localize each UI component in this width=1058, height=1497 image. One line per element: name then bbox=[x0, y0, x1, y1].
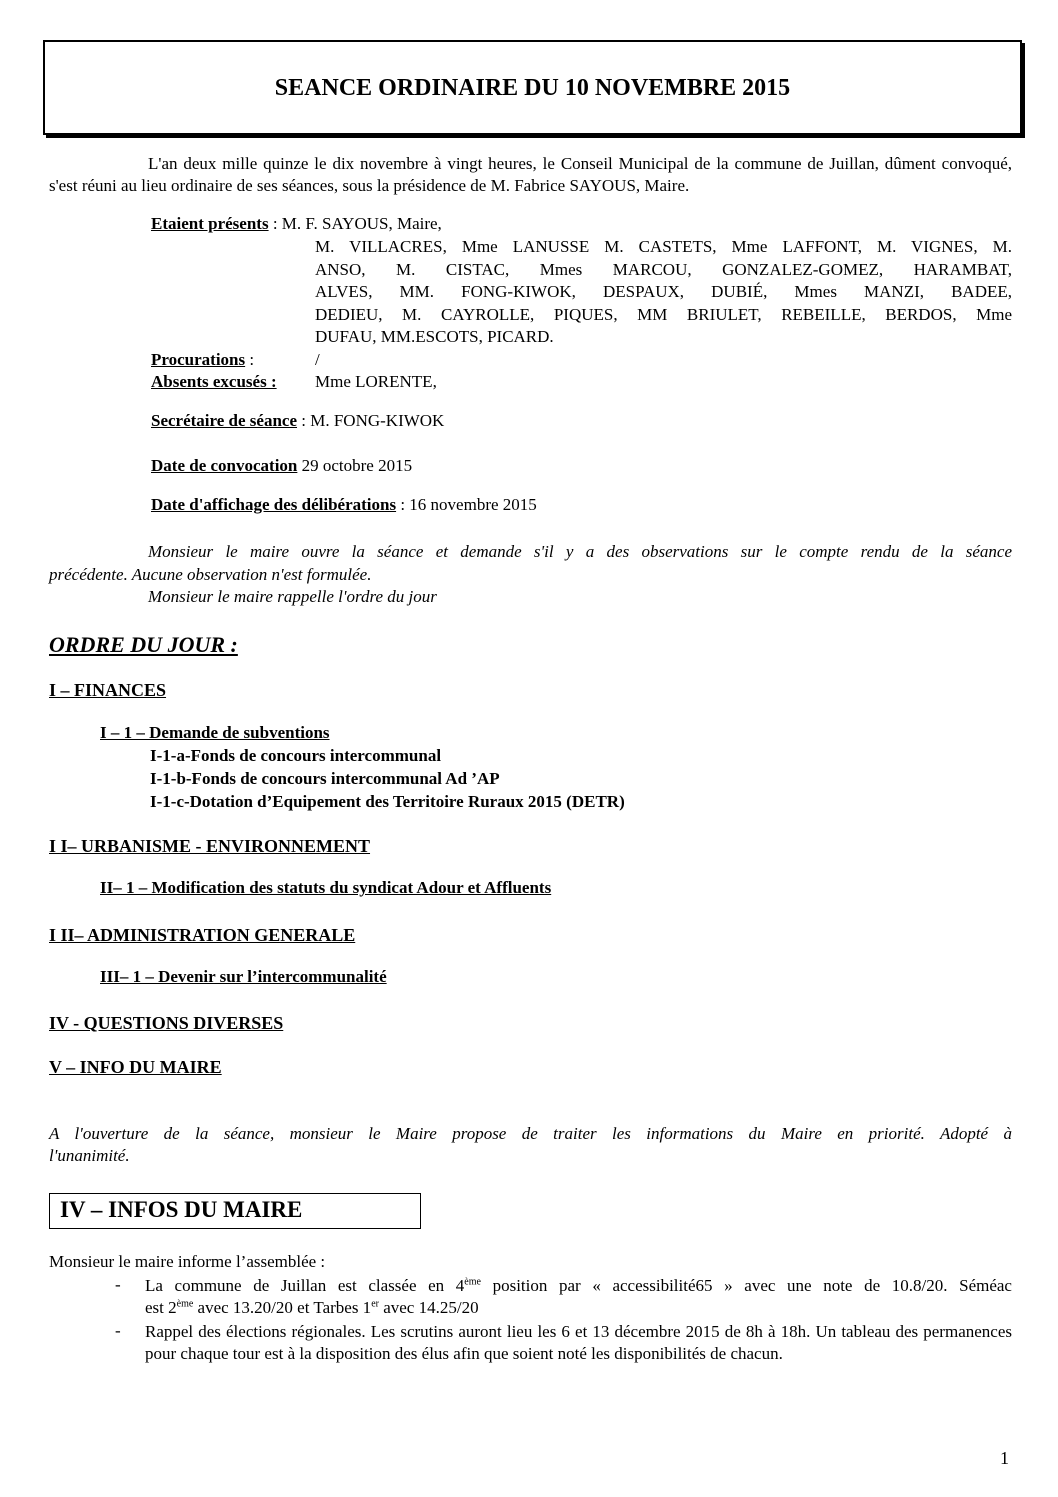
bullet-marker: - bbox=[115, 1275, 121, 1294]
presents-line: DUFAU, MM.ESCOTS, PICARD. bbox=[315, 327, 554, 346]
subsection-demande-subventions: I – 1 – Demande de subventions bbox=[100, 723, 330, 742]
procurations-sep: : bbox=[245, 350, 255, 369]
opening-line-2: précédente. Aucune observation n'est formulée. bbox=[49, 565, 372, 584]
presents-line: ANSO, M. CISTAC, Mmes MARCOU, GONZALEZ-GOMEZ, HARAMBAT, bbox=[315, 259, 1012, 279]
ouverture-line-2: l'unanimité. bbox=[49, 1146, 130, 1165]
page-number: 1 bbox=[1000, 1448, 1009, 1468]
presents-line: ALVES, MM. FONG-KIWOK, DESPAUX, DUBIÉ, Mmes MANZI, BADEE, bbox=[315, 282, 1012, 301]
procurations-value: / bbox=[315, 350, 320, 369]
secretaire-row bbox=[151, 411, 444, 431]
bullet1-sup-b: ème bbox=[176, 1298, 194, 1310]
affichage-row bbox=[151, 495, 537, 515]
bullet1-text-e: avec 14.25/20 bbox=[378, 1298, 479, 1317]
affichage-label: Date d'affichage des délibérations bbox=[151, 495, 397, 514]
section-questions-diverses: IV - QUESTIONS DIVERSES bbox=[49, 1013, 284, 1033]
affichage-value: : 16 novembre 2015 bbox=[396, 495, 537, 514]
ouverture-line-1: A l'ouverture de la séance, monsieur le Maire propose de traiter les informations du Maire en priorité. Adopté à bbox=[49, 1124, 1012, 1143]
convocation-value: 29 octobre 2015 bbox=[297, 456, 413, 475]
bullet1-text-c: est 2 bbox=[145, 1298, 177, 1317]
item-detr: I-1-c-Dotation d’Equipement des Territoire Ruraux 2015 (DETR) bbox=[150, 792, 625, 811]
presents-line: M. VILLACRES, Mme LANUSSE M. CASTETS, Mme LAFFONT, M. VIGNES, M. bbox=[315, 237, 1012, 256]
procurations-label: Procurations bbox=[151, 350, 246, 369]
ordre-rappel: Monsieur le maire rappelle l'ordre du jour bbox=[148, 587, 437, 606]
absents-label: Absents excusés : bbox=[151, 372, 277, 391]
presents-label: Etaient présents bbox=[151, 214, 269, 233]
section-info-maire: V – INFO DU MAIRE bbox=[49, 1057, 222, 1077]
section-administration: I II– ADMINISTRATION GENERALE bbox=[49, 925, 356, 945]
page-title: SEANCE ORDINAIRE DU 10 NOVEMBRE 2015 bbox=[274, 75, 791, 101]
item-fonds-concours-adap: I-1-b-Fonds de concours intercommunal Ad ’AP bbox=[150, 769, 500, 788]
ordre-du-jour-heading: ORDRE DU JOUR : bbox=[49, 632, 238, 657]
intro-paragraph: L'an deux mille quinze le dix novembre à vingt heures, le Conseil Municipal de la commune de Juillan, dûment convoqué, s'est réuni au lieu ordinaire de ses séances, sous la présidence de M. Fabrice SAYOUS, Maire. bbox=[49, 154, 1012, 195]
presents-list bbox=[315, 236, 1012, 349]
presents-first: : M. F. SAYOUS, Maire, bbox=[268, 214, 442, 233]
secretaire-label: Secrétaire de séance bbox=[151, 411, 298, 430]
bullet1-text-d: avec 13.20/20 et Tarbes 1 bbox=[193, 1298, 372, 1317]
subsection-modification-statuts: II– 1 – Modification des statuts du syndicat Adour et Affluents bbox=[100, 878, 552, 897]
bullet1-text-a: La commune de Juillan est classée en 4 bbox=[145, 1276, 465, 1295]
bullet-elections: Rappel des élections régionales. Les scrutins auront lieu les 6 et 13 décembre 2015 de 8h à 18h. Un tableau des permanences pour chaque tour est à la disposition des élus afin que soient noté les disponibilités de chacun. bbox=[145, 1322, 1012, 1363]
presents-line: DEDIEU, M. CAYROLLE, PIQUES, MM BRIULET, REBEILLE, BERDOS, Mme bbox=[315, 304, 1012, 324]
procurations-row bbox=[151, 350, 254, 370]
secretaire-value: : M. FONG-KIWOK bbox=[297, 411, 445, 430]
bullet-accessibilite-line-2 bbox=[145, 1297, 1012, 1319]
bullet-marker: - bbox=[115, 1321, 121, 1340]
infos-maire-title: IV – INFOS DU MAIRE bbox=[60, 1197, 303, 1222]
opening-line-1: Monsieur le maire ouvre la séance et demande s'il y a des observations sur le compte rendu de la séance bbox=[148, 542, 1012, 561]
section-finances: I – FINANCES bbox=[49, 680, 167, 700]
convocation-label: Date de convocation bbox=[151, 456, 298, 475]
bullet-accessibilite bbox=[145, 1275, 1012, 1319]
presents-first-line bbox=[151, 213, 442, 235]
assemblee-intro: Monsieur le maire informe l’assemblée : bbox=[49, 1252, 326, 1271]
absents-value: Mme LORENTE, bbox=[315, 372, 437, 391]
item-fonds-concours: I-1-a-Fonds de concours intercommunal bbox=[150, 746, 442, 765]
bullet-accessibilite-line-1 bbox=[145, 1275, 1012, 1297]
convocation-row bbox=[151, 456, 412, 476]
section-urbanisme: I I– URBANISME - ENVIRONNEMENT bbox=[49, 836, 371, 856]
bullet1-text-b: position par « accessibilité65 » avec une note de 10.8/20. Séméac bbox=[480, 1276, 1012, 1295]
bullet1-sup-a: ème bbox=[464, 1276, 481, 1288]
bullet1-sup-c: er bbox=[371, 1298, 379, 1310]
subsection-devenir-intercommunalite: III– 1 – Devenir sur l’intercommunalité bbox=[100, 967, 387, 986]
